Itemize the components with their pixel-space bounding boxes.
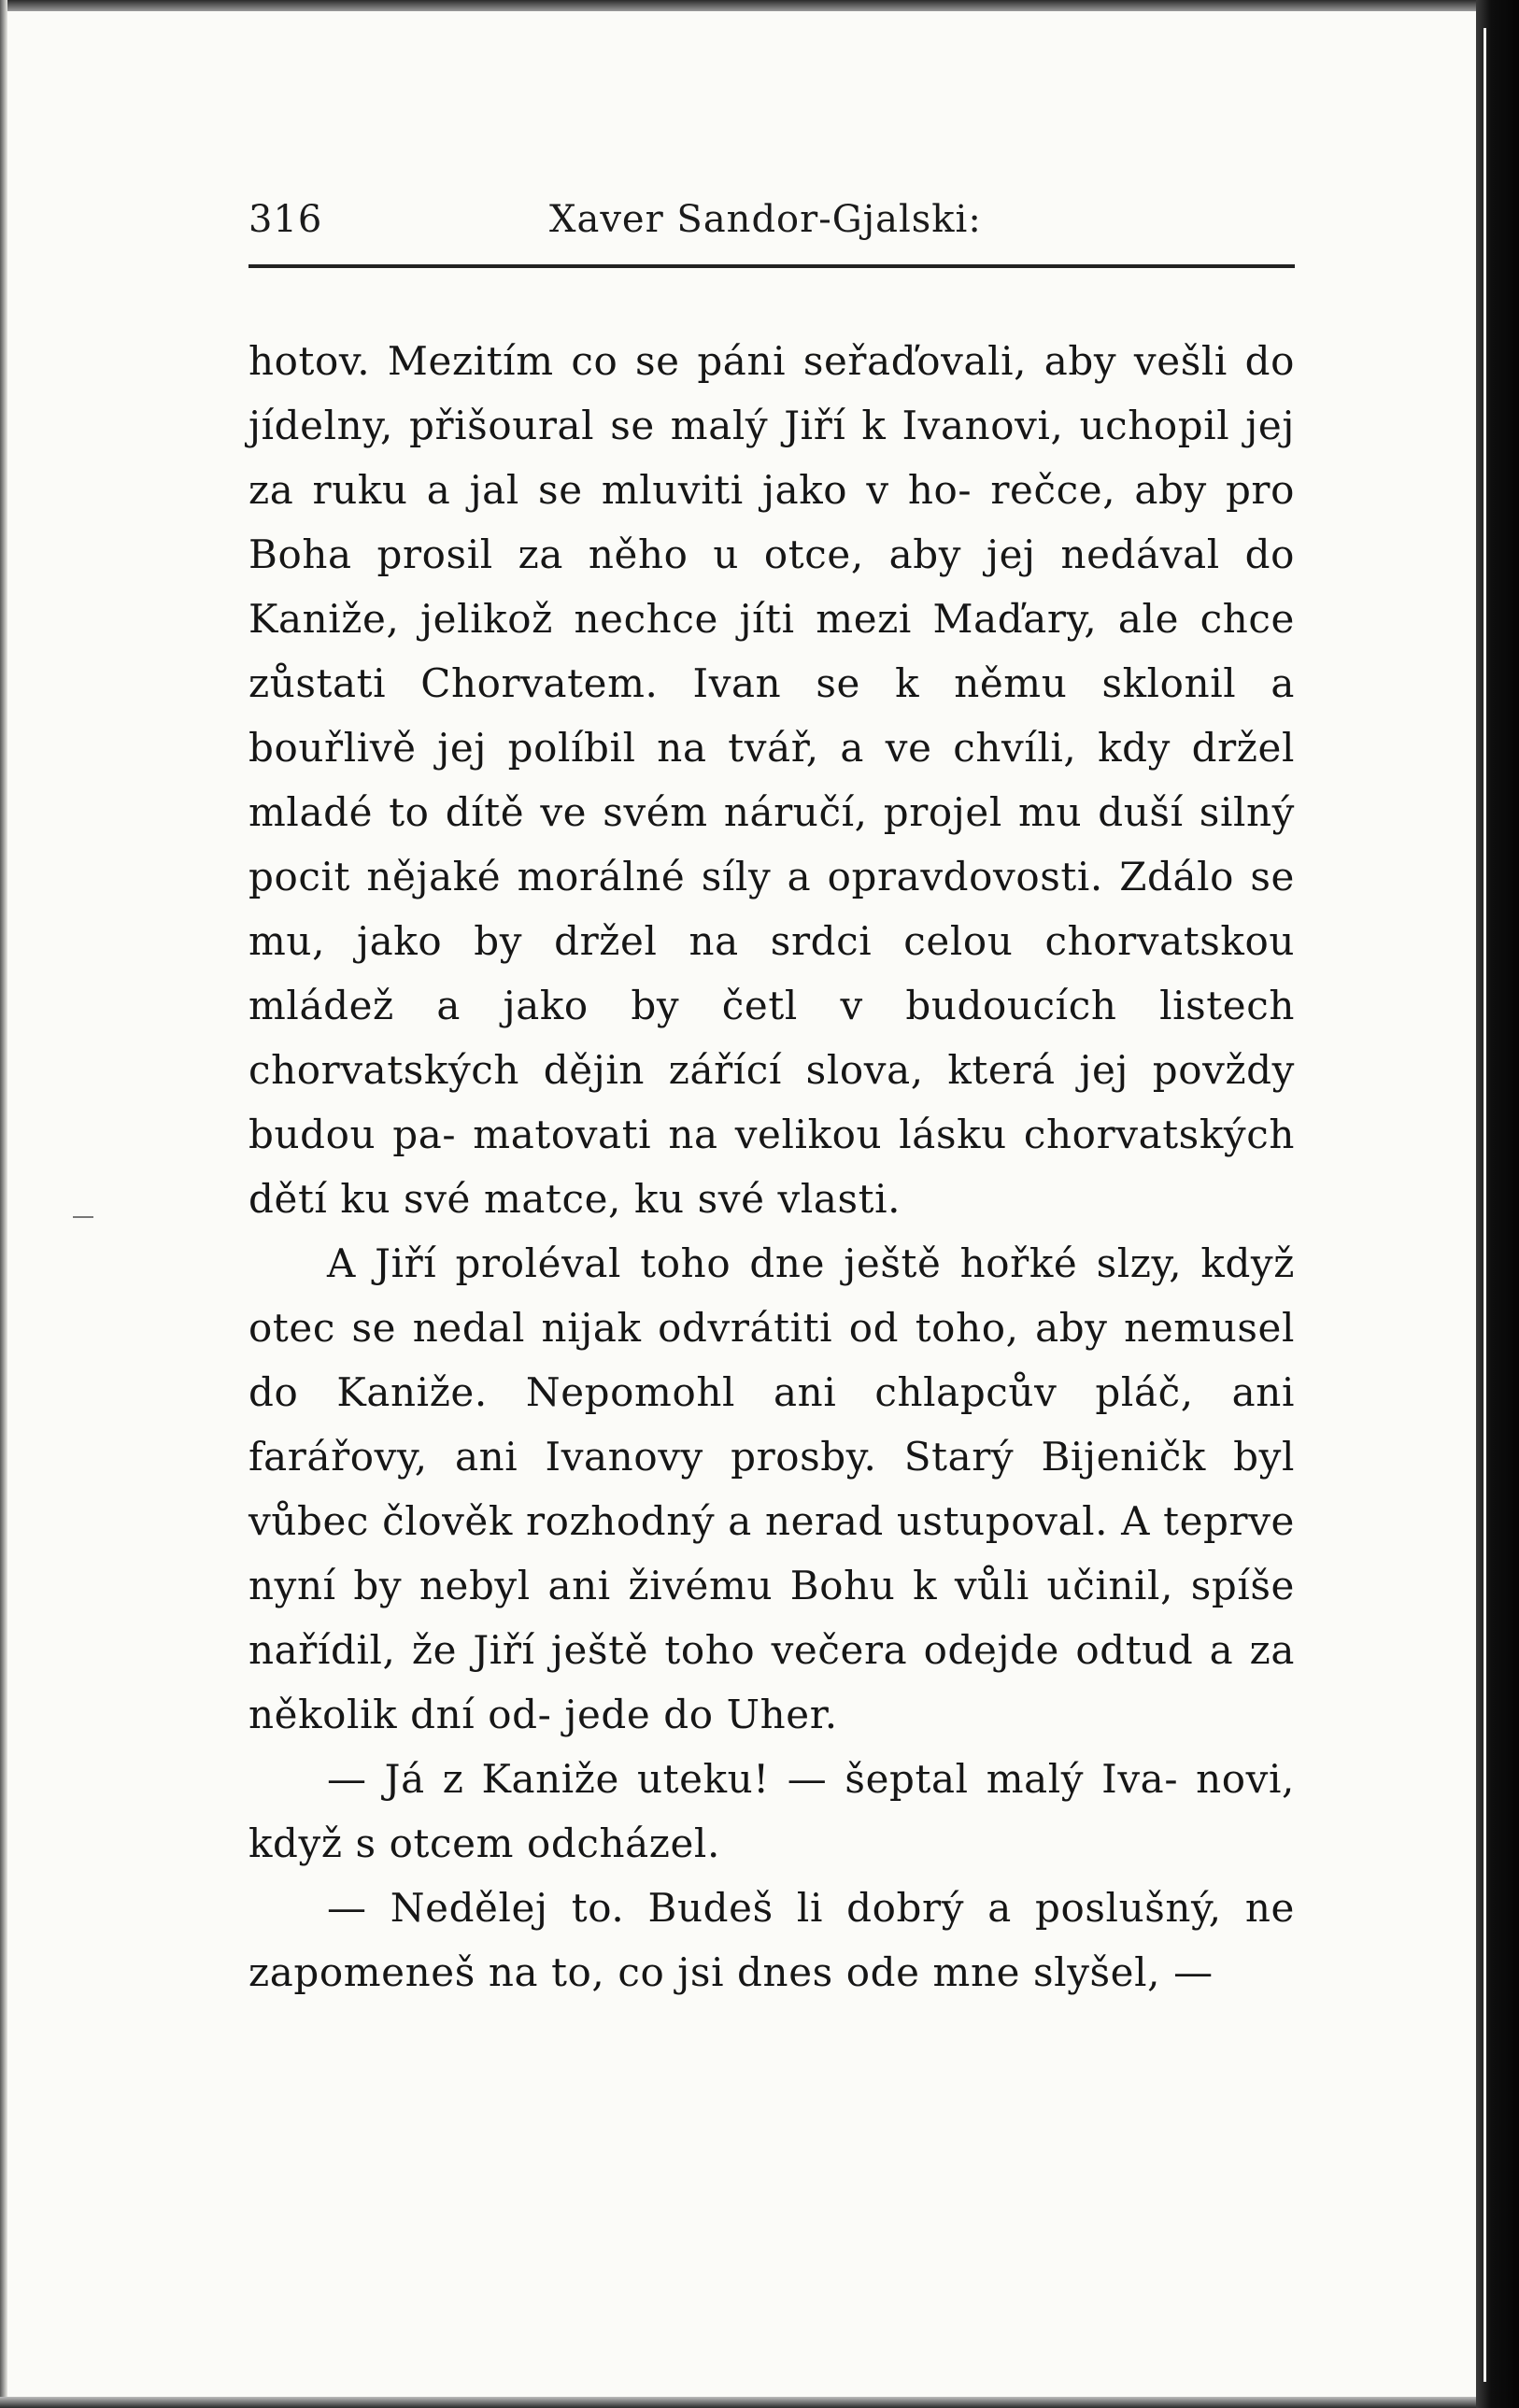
page-number: 316 (248, 198, 323, 241)
header-rule (248, 264, 1295, 268)
paragraph-1: hotov. Mezitím co se páni seřaďovali, aby vešli do jídelny, přišoural se malý Jiří k Ivanovi, uchopil jej za ruku a jal se mluviti jako v ho- rečce, aby pro Boha prosil za něho u otce, aby jej nedával do Kaniže, jelikož nechce jíti mezi Maďary, ale chce zůstati Chorvatem. Ivan se k němu sklonil a bouřlivě jej políbil na tvář, a ve chvíli, kdy držel mladé to dítě ve svém náručí, projel mu duší silný pocit nějaké morálné síly a opravdovosti. Zdálo se mu, jako by držel na srdci celou chorvatskou mládež a jako by četl v budoucích listech chorvatských dějin zářící slova, která jej povždy budou pa- matovati na velikou lásku chorvatských dětí ku své matce, ku své vlasti. (248, 338, 1295, 1222)
running-head: Xaver Sandor-Gjalski: (549, 198, 982, 241)
paragraph-2: A Jiří proléval toho dne ještě hořké slzy, když otec se nedal nijak odvrátiti od toho, aby nemusel do Kaniže. Nepomohl ani chlapcův pláč, ani farářovy, ani Ivanovy prosby. Starý Bijeničk byl vůbec člověk rozhodný a nerad ustupoval. A teprve nyní by nebyl ani živému Bohu k vůli učinil, spíše nařídil, že Jiří ještě toho večera odejde odtud a za několik dní od- jede do Uher. (248, 1240, 1295, 1737)
paragraph-4: — Nedělej to. Budeš li dobrý a poslušný, ne zapomeneš na to, co jsi dnes ode mne slyšel, — (248, 1885, 1295, 1995)
scan-bottom-edge (0, 2397, 1476, 2408)
scan-right-edge-line (1484, 28, 1486, 2382)
body-text (248, 329, 1295, 2004)
scan-right-edge (1476, 0, 1519, 2408)
paragraph-3: — Já z Kaniže uteku! — šeptal malý Iva- novi, když s otcem odcházel. (248, 1756, 1295, 1866)
scan-left-edge (0, 0, 7, 2408)
page-header (248, 198, 1295, 254)
margin-mark (73, 1216, 93, 1218)
scan-top-edge (0, 0, 1476, 11)
